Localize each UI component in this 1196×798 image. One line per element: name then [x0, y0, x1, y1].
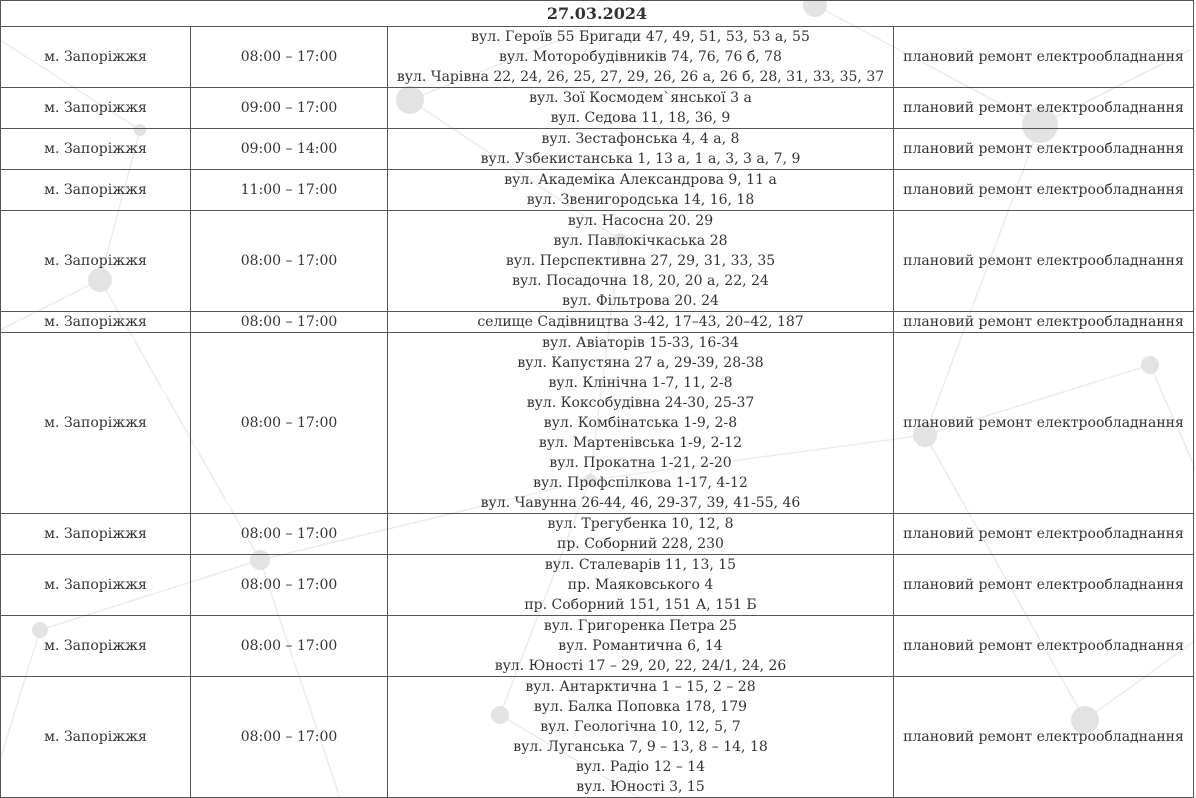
address-line: вул. Седова 11, 18, 36, 9	[550, 110, 731, 126]
address-line: пр. Маяковського 4	[567, 577, 714, 593]
city-cell: м. Запоріжжя	[1, 514, 191, 555]
table-row	[1, 170, 1194, 211]
table-row	[1, 333, 1194, 514]
address-line: вул. Луганська 7, 9 – 13, 8 – 14, 18	[513, 739, 768, 755]
table-row	[1, 514, 1194, 555]
address-line: вул. Чавунна 26-44, 46, 29-37, 39, 41-55, 46	[480, 495, 801, 511]
address-line: вул. Геологічна 10, 12, 5, 7	[540, 719, 741, 735]
city-cell: м. Запоріжжя	[1, 312, 191, 333]
addresses-cell	[388, 333, 894, 514]
addresses-cell	[388, 312, 894, 333]
address-line: вул. Павлокічкаська 28	[553, 233, 728, 249]
city-cell: м. Запоріжжя	[1, 555, 191, 616]
table-row	[1, 677, 1194, 798]
address-line: вул. Комбінатська 1-9, 2-8	[543, 415, 738, 431]
addresses-cell	[388, 555, 894, 616]
city-cell: м. Запоріжжя	[1, 129, 191, 170]
city-cell: м. Запоріжжя	[1, 170, 191, 211]
addresses-cell	[388, 211, 894, 312]
time-cell: 08:00 – 17:00	[191, 514, 388, 555]
table-row	[1, 88, 1194, 129]
address-line: вул. Перспективна 27, 29, 31, 33, 35	[505, 253, 776, 269]
addresses-cell	[388, 677, 894, 798]
address-line: вул. Посадочна 18, 20, 20 а, 22, 24	[512, 273, 769, 289]
table-row	[1, 555, 1194, 616]
reason-cell: плановий ремонт електрообладнання	[894, 555, 1194, 616]
date-header: 27.03.2024	[1, 1, 1194, 27]
address-line: вул. Балка Поповка 178, 179	[533, 699, 748, 715]
table-row	[1, 312, 1194, 333]
address-line: вул. Юності 3, 15	[576, 779, 705, 795]
reason-cell: плановий ремонт електрообладнання	[894, 211, 1194, 312]
table-row	[1, 129, 1194, 170]
time-cell: 08:00 – 17:00	[191, 555, 388, 616]
time-cell: 08:00 – 17:00	[191, 312, 388, 333]
address-line: вул. Клінічна 1-7, 11, 2-8	[548, 375, 733, 391]
reason-cell: плановий ремонт електрообладнання	[894, 677, 1194, 798]
address-line: вул. Трегубенка 10, 12, 8	[547, 516, 734, 532]
time-cell: 08:00 – 17:00	[191, 211, 388, 312]
city-cell: м. Запоріжжя	[1, 616, 191, 677]
address-line: вул. Зестафонська 4, 4 а, 8	[541, 131, 740, 147]
time-cell: 09:00 – 14:00	[191, 129, 388, 170]
address-line: вул. Юності 17 – 29, 20, 22, 24/1, 24, 26	[494, 658, 787, 674]
addresses-cell	[388, 616, 894, 677]
address-line: вул. Григоренка Петра 25	[543, 618, 738, 634]
address-line: селище Садівництва 3-42, 17–43, 20–42, 187	[477, 314, 804, 330]
table-row	[1, 616, 1194, 677]
reason-cell: плановий ремонт електрообладнання	[894, 27, 1194, 88]
city-cell: м. Запоріжжя	[1, 211, 191, 312]
addresses-cell	[388, 170, 894, 211]
time-cell: 09:00 – 17:00	[191, 88, 388, 129]
reason-cell: плановий ремонт електрообладнання	[894, 129, 1194, 170]
city-cell: м. Запоріжжя	[1, 27, 191, 88]
reason-cell: плановий ремонт електрообладнання	[894, 514, 1194, 555]
time-cell: 08:00 – 17:00	[191, 27, 388, 88]
address-line: вул. Радіо 12 – 14	[575, 759, 706, 775]
reason-cell: плановий ремонт електрообладнання	[894, 616, 1194, 677]
time-cell: 08:00 – 17:00	[191, 616, 388, 677]
address-line: вул. Сталеварів 11, 13, 15	[544, 557, 737, 573]
address-line: вул. Романтична 6, 14	[558, 638, 723, 654]
reason-cell: плановий ремонт електрообладнання	[894, 333, 1194, 514]
address-line: вул. Зої Космодем`янської 3 а	[529, 90, 752, 106]
address-line: пр. Соборний 228, 230	[557, 536, 724, 552]
table-row	[1, 27, 1194, 88]
city-cell: м. Запоріжжя	[1, 333, 191, 514]
address-line: вул. Героїв 55 Бригади 47, 49, 51, 53, 53 а, 55	[471, 29, 810, 45]
addresses-cell	[388, 27, 894, 88]
time-cell: 11:00 – 17:00	[191, 170, 388, 211]
address-line: вул. Узбекистанська 1, 13 а, 1 а, 3, 3 а, 7, 9	[480, 151, 801, 167]
address-line: вул. Капустяна 27 а, 29-39, 28-38	[517, 355, 764, 371]
reason-cell: плановий ремонт електрообладнання	[894, 170, 1194, 211]
address-line: вул. Академіка Александрова 9, 11 а	[504, 172, 777, 188]
address-line: вул. Авіаторів 15-33, 16-34	[542, 335, 739, 351]
address-line: вул. Фільтрова 20. 24	[562, 293, 719, 309]
city-cell: м. Запоріжжя	[1, 88, 191, 129]
date-header-row	[1, 1, 1194, 27]
address-line: вул. Антарктична 1 – 15, 2 – 28	[525, 679, 756, 695]
address-line: вул. Прокатна 1-21, 2-20	[549, 455, 732, 471]
time-cell: 08:00 – 17:00	[191, 333, 388, 514]
address-line: вул. Профспілкова 1-17, 4-12	[533, 475, 748, 491]
city-cell: м. Запоріжжя	[1, 677, 191, 798]
address-line: вул. Мартенівська 1-9, 2-12	[538, 435, 743, 451]
reason-cell: плановий ремонт електрообладнання	[894, 312, 1194, 333]
address-line: вул. Коксобудівна 24-30, 25-37	[526, 395, 755, 411]
address-line: пр. Соборний 151, 151 А, 151 Б	[524, 597, 757, 613]
address-line: вул. Звенигородська 14, 16, 18	[526, 192, 755, 208]
time-cell: 08:00 – 17:00	[191, 677, 388, 798]
table-row	[1, 211, 1194, 312]
addresses-cell	[388, 88, 894, 129]
addresses-cell	[388, 129, 894, 170]
addresses-cell	[388, 514, 894, 555]
address-line: вул. Моторобудівників 74, 76, 76 б, 78	[499, 49, 782, 65]
address-line: вул. Чарівна 22, 24, 26, 25, 27, 29, 26, 26 а, 26 б, 28, 31, 33, 35, 37	[396, 69, 885, 85]
schedule-rows	[1, 27, 1194, 798]
reason-cell: плановий ремонт електрообладнання	[894, 88, 1194, 129]
address-line: вул. Насосна 20. 29	[567, 213, 714, 229]
